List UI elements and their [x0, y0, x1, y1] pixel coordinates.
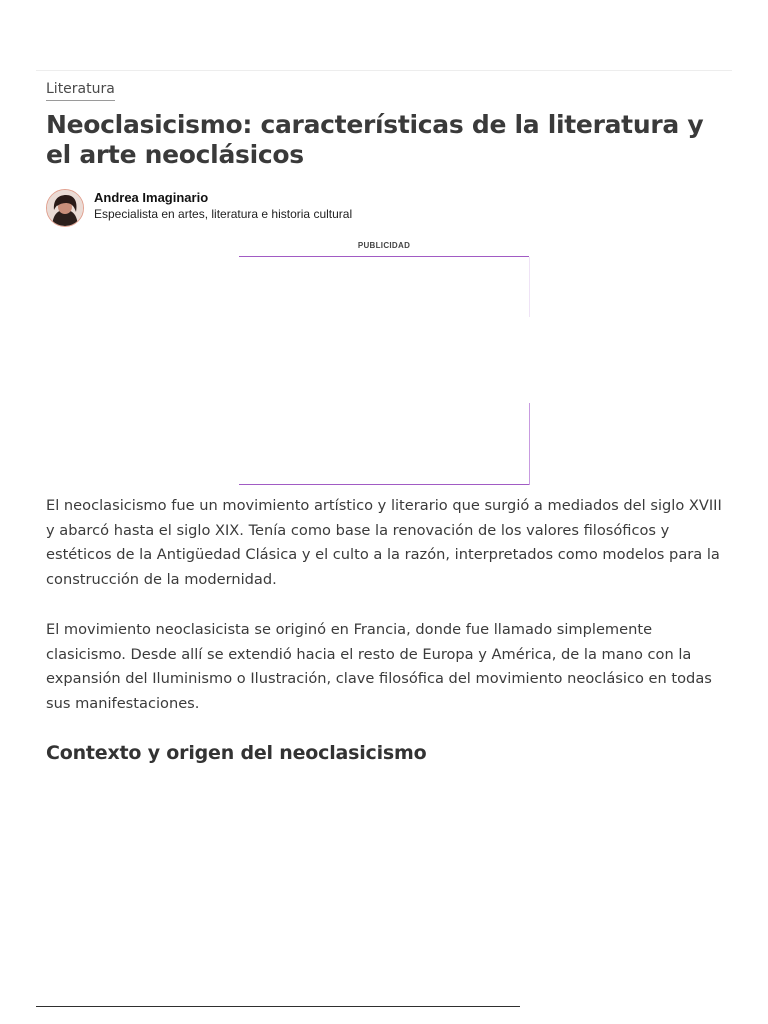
category-link[interactable]: Literatura [46, 80, 115, 101]
footer-divider [36, 1006, 520, 1007]
article-title: Neoclasicismo: características de la literatura y el arte neoclásicos [46, 110, 704, 169]
ad-edge-bottom [529, 403, 530, 485]
header-divider [36, 70, 732, 71]
author-photo-icon [47, 190, 83, 226]
article-paragraph: El movimiento neoclasicista se originó en Francia, donde fue llamado simplemente clasicismo. Desde allí se extendió hacia el resto de Europa y América, de la mano con la expansión del Iluminismo o Ilustración, clave filosófica del movimiento neoclásico en todas sus manifestaciones. [46, 621, 712, 712]
ad-label: PUBLICIDAD [357, 241, 411, 250]
article-paragraph: El neoclasicismo fue un movimiento artístico y literario que surgió a mediados del siglo XVIII y abarcó hasta el siglo XIX. Tenía como base la renovación de los valores filosóficos y estéticos de la Antigüedad Clásica y el culto a la razón, interpretados como modelos para la construcción de la modernidad. [46, 497, 722, 588]
author-avatar[interactable] [46, 189, 84, 227]
section-heading: Contexto y origen del neoclasicismo [46, 742, 427, 764]
ad-slot[interactable] [239, 256, 529, 485]
ad-edge-top [529, 257, 530, 317]
author-name[interactable]: Andrea Imaginario [94, 190, 209, 205]
author-bio: Especialista en artes, literatura e historia cultural [94, 207, 353, 221]
